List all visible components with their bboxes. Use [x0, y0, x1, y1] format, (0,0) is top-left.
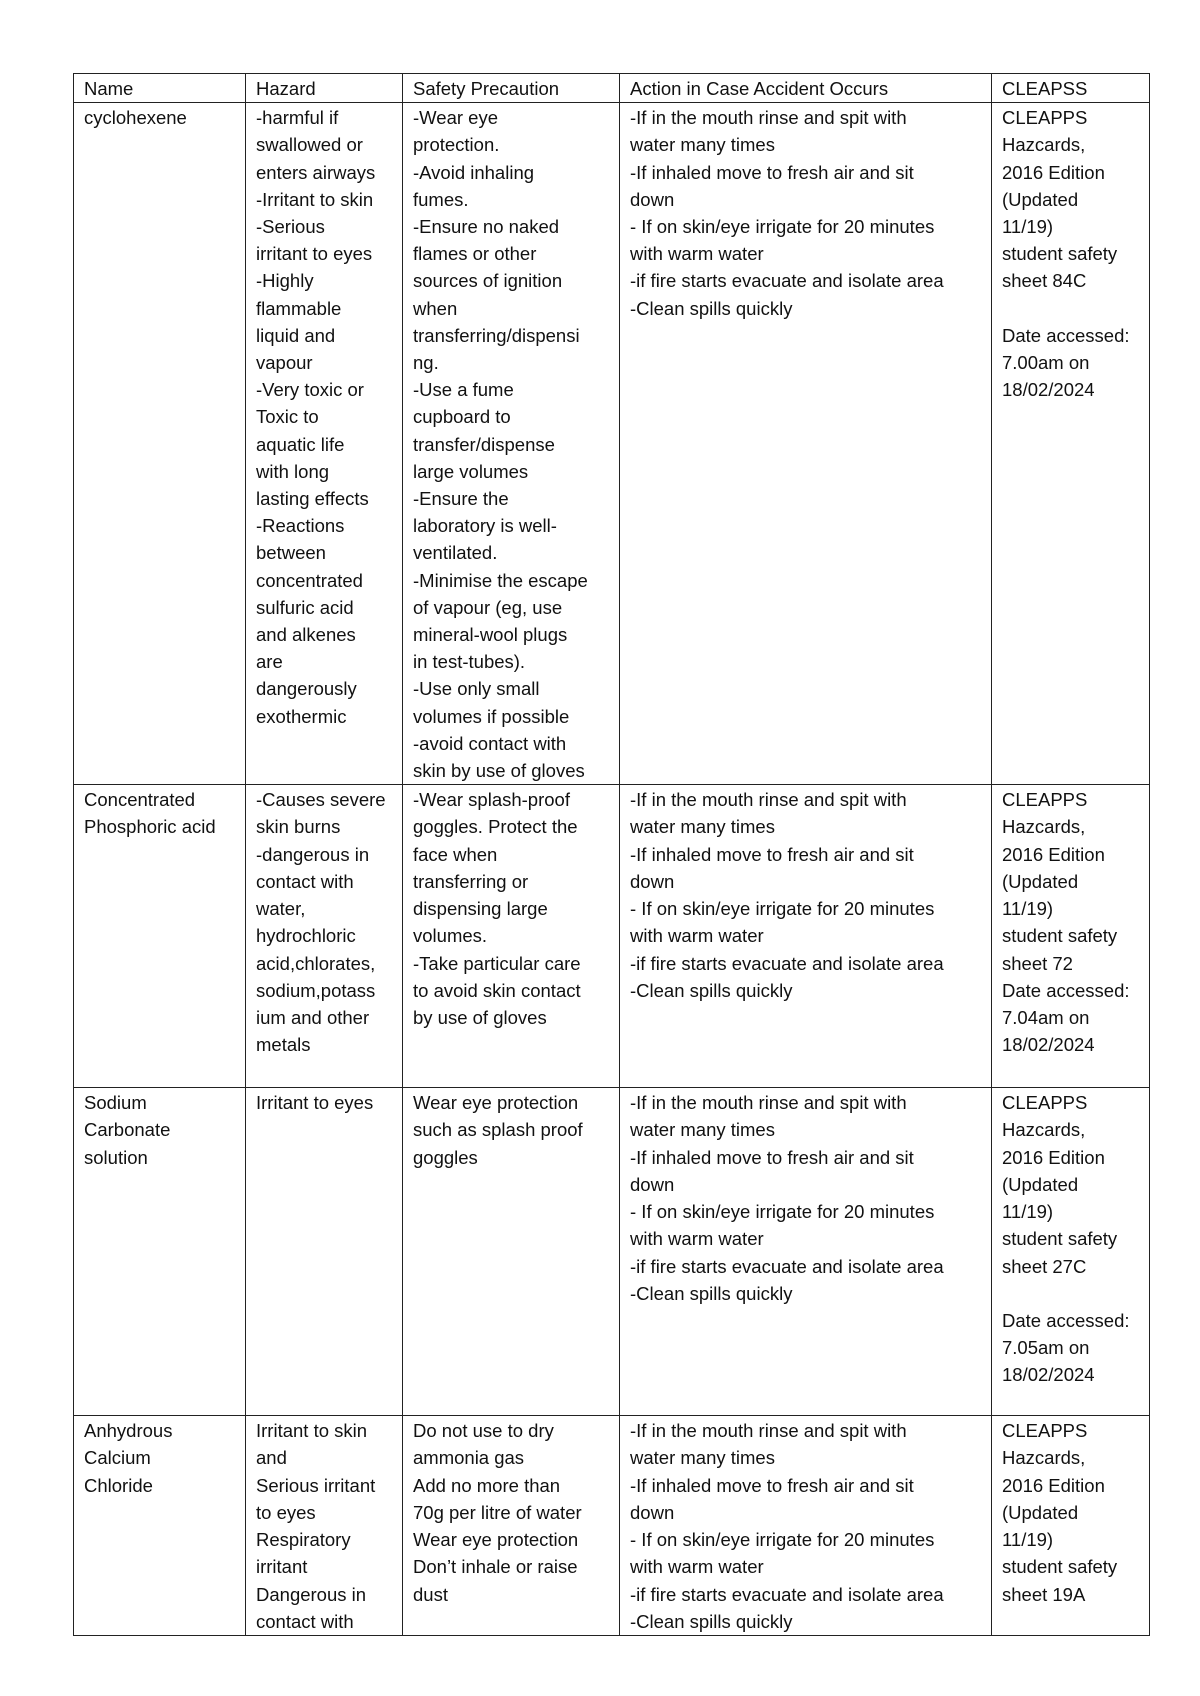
cell-line: Date accessed: [1002, 1309, 1130, 1331]
cell-line: lasting effects [256, 488, 369, 510]
cell-line: -If in the mouth rinse and spit with [630, 789, 907, 811]
cell-hazard [246, 785, 403, 1088]
cell-line: - If on skin/eye irrigate for 20 minutes [630, 898, 935, 920]
cell-line: water, [256, 898, 306, 920]
cell-line: and alkenes [256, 624, 356, 646]
cell-line: to eyes [256, 1501, 316, 1523]
cell-line: CLEAPPS [1002, 789, 1088, 811]
cell-line: 70g per litre of water [413, 1501, 582, 1523]
cell-line: Hazcards, [1002, 134, 1086, 156]
cell-line: Calcium [84, 1447, 151, 1469]
cell-line: metals [256, 1034, 311, 1056]
cell-line: aquatic life [256, 433, 345, 455]
cell-line: Hazcards, [1002, 816, 1086, 838]
cell-action [620, 103, 992, 785]
cell-line: liquid and [256, 324, 336, 346]
table-row [74, 1088, 1150, 1416]
cell-line: dust [413, 1583, 448, 1605]
cell-line: Date accessed: [1002, 979, 1130, 1001]
cell-line: when [413, 297, 458, 319]
cell-line: solution [84, 1146, 148, 1168]
cell-name [74, 1088, 246, 1416]
cell-line: of vapour (eg, use [413, 596, 563, 618]
cell-line: flammable [256, 297, 342, 319]
cell-line: -if fire starts evacuate and isolate area [630, 952, 944, 974]
cell-line: -If in the mouth rinse and spit with [630, 1420, 907, 1442]
cell-line: 11/19) [1002, 1529, 1054, 1551]
cell-line: Serious irritant [256, 1474, 376, 1496]
cell-line: -Take particular care [413, 952, 581, 974]
cell-line: ium and other [256, 1006, 370, 1028]
cell-line: -Clean spills quickly [630, 979, 793, 1001]
cell-line: -If in the mouth rinse and spit with [630, 1092, 907, 1114]
cell-line: 2016 Edition [1002, 843, 1105, 865]
cell-cleapss [992, 785, 1150, 1088]
cell-line: Sodium [84, 1092, 147, 1114]
header-name: Name [74, 74, 246, 103]
cell-line: Toxic to [256, 406, 319, 428]
cell-line: swallowed or [256, 134, 363, 156]
cell-line: sulfuric acid [256, 596, 354, 618]
cell-line: CLEAPPS [1002, 1420, 1088, 1442]
cell-line: 2016 Edition [1002, 161, 1105, 183]
cell-line: down [630, 1173, 675, 1195]
cell-line: Don’t inhale or raise [413, 1556, 578, 1578]
cell-line: -Ensure no naked [413, 216, 560, 238]
cell-line: Date accessed: [1002, 324, 1130, 346]
cell-line: between [256, 542, 326, 564]
cell-line: concentrated [256, 569, 363, 591]
cell-line: cyclohexene [84, 107, 187, 129]
cell-hazard [246, 103, 403, 785]
cell-line: Chloride [84, 1474, 153, 1496]
cell-line: -Clean spills quickly [630, 297, 793, 319]
cell-line: -if fire starts evacuate and isolate area [630, 1583, 944, 1605]
cell-line: -Causes severe [256, 789, 386, 811]
cell-line: -avoid contact with [413, 732, 567, 754]
cell-line: fumes. [413, 188, 469, 210]
cell-line: Respiratory [256, 1529, 351, 1551]
cell-line: -Highly [256, 270, 314, 292]
cell-line: -dangerous in [256, 843, 370, 865]
cell-name [74, 103, 246, 785]
cell-line: student safety [1002, 925, 1118, 947]
cell-line: acid,chlorates, [256, 952, 376, 974]
cell-line: down [630, 188, 675, 210]
cell-name [74, 785, 246, 1088]
cell-line: CLEAPPS [1002, 107, 1088, 129]
cell-line: -Reactions [256, 515, 345, 537]
cell-line: with warm water [630, 925, 764, 947]
cell-hazard [246, 1088, 403, 1416]
header-safety-precaution: Safety Precaution [403, 74, 620, 103]
cell-line: -Use a fume [413, 379, 514, 401]
cell-action [620, 785, 992, 1088]
cell-line: with long [256, 460, 330, 482]
cell-precaution [403, 103, 620, 785]
cell-line: volumes if possible [413, 705, 570, 727]
cell-line: and [256, 1447, 287, 1469]
cell-line: mineral-wool plugs [413, 624, 568, 646]
cell-line: 11/19) [1002, 1201, 1054, 1223]
cell-line: vapour [256, 352, 313, 374]
cell-line: - If on skin/eye irrigate for 20 minutes [630, 1529, 935, 1551]
cell-line: -Irritant to skin [256, 188, 374, 210]
cell-action [620, 1416, 992, 1636]
cell-line: with warm water [630, 1556, 764, 1578]
cell-line: sheet 19A [1002, 1583, 1086, 1605]
cell-line: (Updated [1002, 870, 1079, 892]
cell-line: goggles [413, 1146, 478, 1168]
cell-cleapss [992, 1416, 1150, 1636]
cell-line: dangerously [256, 678, 357, 700]
cell-line: to avoid skin contact [413, 979, 581, 1001]
cell-line: CLEAPPS [1002, 1092, 1088, 1114]
cell-line: are [256, 651, 283, 673]
cell-line: -Clean spills quickly [630, 1610, 793, 1632]
cell-line: Concentrated [84, 789, 196, 811]
cell-line: dispensing large [413, 898, 548, 920]
cell-line: laboratory is well- [413, 515, 557, 537]
cell-line: such as splash proof [413, 1119, 583, 1141]
cell-line: transferring or [413, 870, 529, 892]
table-row [74, 1416, 1150, 1636]
header-hazard: Hazard [246, 74, 403, 103]
cell-line: 11/19) [1002, 216, 1054, 238]
cell-line: 18/02/2024 [1002, 379, 1095, 401]
cell-line: 7.05am on [1002, 1337, 1090, 1359]
cell-line: protection. [413, 134, 500, 156]
cell-line: transfer/dispense [413, 433, 555, 455]
cell-line [1002, 295, 1139, 322]
cell-line: skin by use of gloves [413, 760, 585, 782]
cell-line: -Very toxic or [256, 379, 364, 401]
cell-name [74, 1416, 246, 1636]
cell-line: Irritant to skin [256, 1420, 368, 1442]
cell-line: -Ensure the [413, 488, 509, 510]
cell-line: face when [413, 843, 498, 865]
risk-assessment-table [73, 73, 1150, 1636]
cell-line: Do not use to dry [413, 1420, 554, 1442]
cell-line: Carbonate [84, 1119, 171, 1141]
header-action: Action in Case Accident Occurs [620, 74, 992, 103]
cell-line: 18/02/2024 [1002, 1364, 1095, 1386]
cell-line: water many times [630, 134, 775, 156]
cell-line: 11/19) [1002, 898, 1054, 920]
cell-line: -Minimise the escape [413, 569, 588, 591]
cell-line: 2016 Edition [1002, 1474, 1105, 1496]
cell-line: Hazcards, [1002, 1119, 1086, 1141]
cell-line: Wear eye protection [413, 1529, 579, 1551]
cell-line: hydrochloric [256, 925, 356, 947]
cell-line: down [630, 1501, 675, 1523]
cell-cleapss [992, 1088, 1150, 1416]
cell-line: (Updated [1002, 188, 1079, 210]
cell-line: 7.04am on [1002, 1006, 1090, 1028]
cell-line: Add no more than [413, 1474, 561, 1496]
cell-line: Hazcards, [1002, 1447, 1086, 1469]
cell-line: water many times [630, 816, 775, 838]
cell-precaution [403, 785, 620, 1088]
cell-line: 2016 Edition [1002, 1146, 1105, 1168]
cell-line: -Wear splash-proof [413, 789, 570, 811]
cell-line: -Use only small [413, 678, 540, 700]
cell-line: exothermic [256, 705, 347, 727]
cell-line: -harmful if [256, 107, 339, 129]
cell-precaution [403, 1416, 620, 1636]
cell-line: -Clean spills quickly [630, 1282, 793, 1304]
cell-line: contact with [256, 870, 354, 892]
cell-line: cupboard to [413, 406, 511, 428]
header-cleapss: CLEAPSS [992, 74, 1150, 103]
cell-action [620, 1088, 992, 1416]
cell-line: -If inhaled move to fresh air and sit [630, 1146, 914, 1168]
cell-line: -If inhaled move to fresh air and sit [630, 1474, 914, 1496]
cell-line: -Serious [256, 216, 325, 238]
cell-line: contact with [256, 1610, 354, 1632]
cell-line: sodium,potass [256, 979, 376, 1001]
cell-line: 7.00am on [1002, 352, 1090, 374]
cell-line: - If on skin/eye irrigate for 20 minutes [630, 1201, 935, 1223]
cell-line: irritant to eyes [256, 243, 373, 265]
cell-line: enters airways [256, 161, 376, 183]
cell-line: volumes. [413, 925, 488, 947]
cell-line: (Updated [1002, 1501, 1079, 1523]
cell-line: water many times [630, 1447, 775, 1469]
cell-line: -If inhaled move to fresh air and sit [630, 843, 914, 865]
table-row [74, 103, 1150, 785]
cell-line: ventilated. [413, 542, 498, 564]
cell-line: transferring/dispensi [413, 324, 580, 346]
cell-hazard [246, 1416, 403, 1636]
cell-line: sheet 27C [1002, 1255, 1087, 1277]
cell-line: flames or other [413, 243, 537, 265]
cell-line: sheet 84C [1002, 270, 1087, 292]
cell-line: student safety [1002, 1228, 1118, 1250]
cell-line: 18/02/2024 [1002, 1034, 1095, 1056]
cell-precaution [403, 1088, 620, 1416]
cell-line: -Wear eye [413, 107, 498, 129]
cell-line: sheet 72 [1002, 952, 1073, 974]
cell-line: Irritant to eyes [256, 1092, 374, 1114]
cell-line: water many times [630, 1119, 775, 1141]
cell-line [1002, 1280, 1139, 1307]
cell-line: ng. [413, 352, 439, 374]
cell-line: by use of gloves [413, 1006, 547, 1028]
cell-line: with warm water [630, 1228, 764, 1250]
cell-line: -If inhaled move to fresh air and sit [630, 161, 914, 183]
cell-line: goggles. Protect the [413, 816, 578, 838]
cell-line: large volumes [413, 460, 529, 482]
cell-line: -Avoid inhaling [413, 161, 535, 183]
cell-line: Dangerous in [256, 1583, 367, 1605]
cell-line: down [630, 870, 675, 892]
cell-line: Wear eye protection [413, 1092, 579, 1114]
cell-line: ammonia gas [413, 1447, 525, 1469]
cell-line: skin burns [256, 816, 341, 838]
cell-line: irritant [256, 1556, 308, 1578]
cell-line: in test-tubes). [413, 651, 526, 673]
cell-line: (Updated [1002, 1173, 1079, 1195]
cell-line: -If in the mouth rinse and spit with [630, 107, 907, 129]
table-row [74, 785, 1150, 1088]
cell-line: with warm water [630, 243, 764, 265]
cell-line: Anhydrous [84, 1420, 173, 1442]
cell-line: -if fire starts evacuate and isolate area [630, 1255, 944, 1277]
cell-line: sources of ignition [413, 270, 563, 292]
cell-line: student safety [1002, 1556, 1118, 1578]
cell-line: -if fire starts evacuate and isolate area [630, 270, 944, 292]
cell-line: - If on skin/eye irrigate for 20 minutes [630, 216, 935, 238]
cell-cleapss [992, 103, 1150, 785]
table-header-row [74, 74, 1150, 103]
cell-line: student safety [1002, 243, 1118, 265]
cell-line: Phosphoric acid [84, 816, 216, 838]
